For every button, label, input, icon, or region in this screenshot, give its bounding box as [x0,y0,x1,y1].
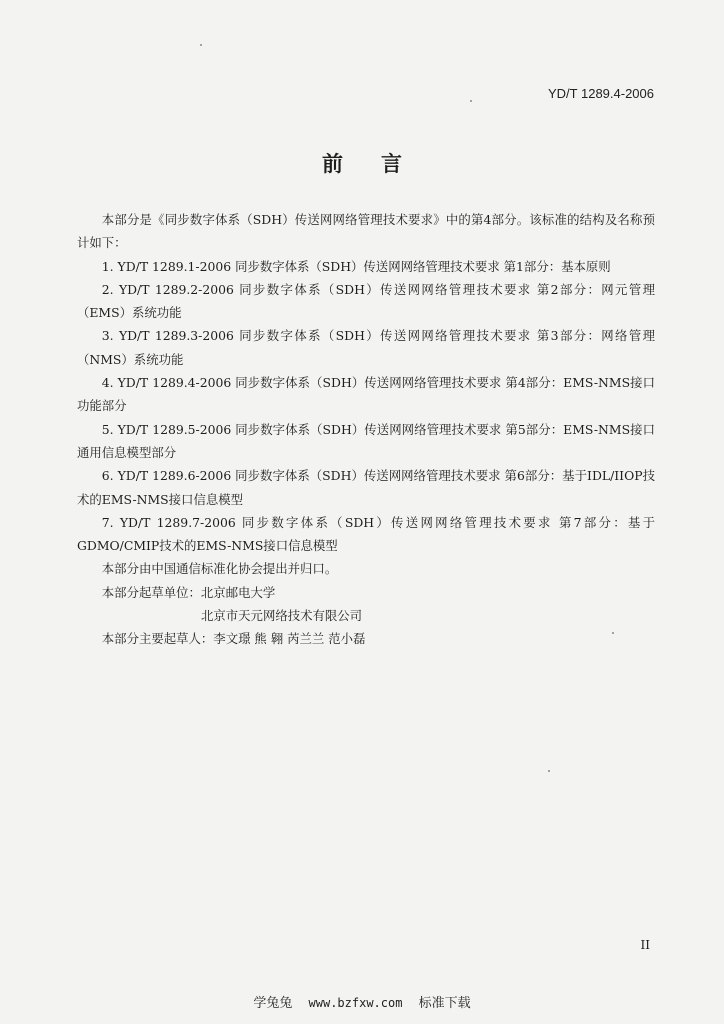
footer-site-label: 标准下载 [418,996,471,1011]
scan-speck [612,632,614,634]
standard-code: YD/T 1289.4-2006 [548,86,654,101]
part-item-1: 1. YD/T 1289.1-2006 同步数字体系（SDH）传送网网络管理技术要求 第1部分：基本原则 [101,258,611,274]
footer-watermark [0,992,724,1011]
scan-speck [548,770,550,772]
part-item-3: 3. YD/T 1289.3-2006 同步数字体系（SDH）传送网网络管理技术要求 第3部分：网络管理（NMS）系统功能 [77,328,655,367]
drafting-units-second: 北京市天元网络技术有限公司 [201,608,363,624]
footer-url: www.bzfxw.com [308,996,403,1010]
part-item-4: 4. YD/T 1289.4-2006 同步数字体系（SDH）传送网网络管理技术要求 第4部分：EMS-NMS接口功能部分 [77,375,655,414]
drafting-units: 本部分起草单位：北京邮电大学 [101,584,276,600]
scan-speck [200,44,202,46]
part-item-2: 2. YD/T 1289.2-2006 同步数字体系（SDH）传送网网络管理技术要求 第2部分：网元管理（EMS）系统功能 [77,281,655,321]
part-item-5: 5. YD/T 1289.5-2006 同步数字体系（SDH）传送网网络管理技术要求 第5部分：EMS-NMS接口通用信息模型部分 [77,421,655,460]
intro-paragraph: 本部分是《同步数字体系（SDH）传送网网络管理技术要求》中的第4部分。该标准的结构及名称预计如下： [77,212,655,251]
page-number: II [640,938,650,952]
scan-speck [470,100,472,102]
drafters-list: 本部分主要起草人：李文璟 熊 翱 芮兰兰 范小磊 [101,631,366,647]
proposal-statement: 本部分由中国通信标准化协会提出并归口。 [101,561,338,577]
page-title: 前言 [322,152,440,176]
foreword-body [77,208,655,651]
part-item-6: 6. YD/T 1289.6-2006 同步数字体系（SDH）传送网网络管理技术要求 第6部分：基于IDL/IIOP技术的EMS-NMS接口信息模型 [77,468,655,507]
part-item-7: 7. YD/T 1289.7-2006 同步数字体系（SDH）传送网网络管理技术要求 第7部分：基于GDMO/CMIP技术的EMS-NMS接口信息模型 [77,514,655,554]
footer-site-name: 学兔兔 [253,996,293,1011]
